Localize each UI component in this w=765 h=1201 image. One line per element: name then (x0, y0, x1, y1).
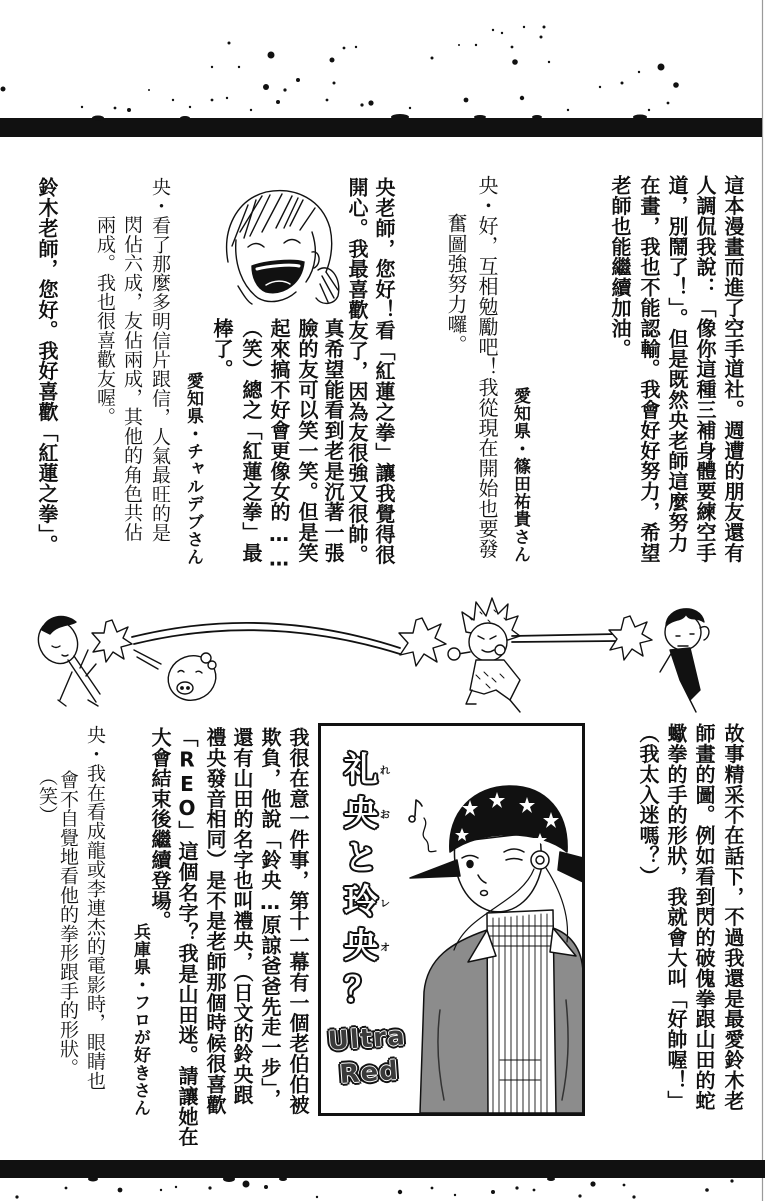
furigana: レ (380, 899, 390, 910)
letter-body-line: （我太入迷嗎？） (636, 723, 660, 887)
title-char: 礼 (344, 750, 378, 790)
letter-body-line: 人調侃我說：「像你這種三補身體要練空手 (693, 175, 717, 563)
author-reply-line: 奮圖強努力囉。 (444, 213, 468, 355)
letter-body-line: 真希望能看到老是沉著一張 (321, 318, 345, 563)
chibi-pig-head (162, 649, 222, 707)
letter-body-line: （笑）總之「紅蓮之拳」最 (239, 318, 263, 563)
letter-body-line: 「REO」這個名字？我是山田迷。請讓她在 (175, 727, 199, 1147)
letter-body-line: 在畫，我也不能認輸。我會好好努力，希望 (637, 175, 661, 563)
ultra-red-logo (318, 1019, 419, 1094)
chibi-fight-strip (31, 598, 708, 712)
bottom-ink-band (0, 1160, 765, 1182)
top-ink-band (0, 114, 762, 137)
author-reply-line: 閃佔六成，友佔兩成，其他的角色共佔 (121, 215, 143, 542)
bottom-ink-speckles (15, 1179, 733, 1198)
title-char: 央 (344, 794, 378, 834)
impact-burst-icon (399, 618, 446, 666)
title-char: 玲 (344, 882, 378, 922)
letter-body-line: 故事精采不在話下，不過我還是最愛鈴木老 (721, 723, 745, 1111)
chibi-left-character (31, 614, 100, 706)
letter-body-line: 蠍拳的手的形狀，我就會大叫「好帥喔！」 (664, 723, 688, 1111)
top-ink-speckles (1, 26, 679, 113)
furigana: れ (380, 766, 390, 777)
letter-signature: 愛知県・篠田祐貴さん (510, 387, 530, 563)
letter-body-line: 我很在意一件事，第十一幕有一個老伯伯被 (286, 727, 310, 1115)
impact-burst-icon (609, 616, 652, 660)
letter-body-line: 老師也能繼續加油。 (608, 175, 632, 359)
letter-body-line: 還有山田的名字也叫禮央，（日文的鈴央跟 (230, 727, 254, 1105)
letter-body-line: 道，別鬧了！」。但是既然央老師這麼努力 (665, 175, 689, 553)
logo-line-1: Ultra (326, 1021, 407, 1057)
letter-signature: 兵庫県・フロが好きさん (130, 923, 150, 1117)
flight-arc-lines (132, 623, 400, 654)
chibi-spiky-hair-fighter (448, 598, 520, 712)
letter-body-line: 大會結束後繼續登場。 (148, 727, 172, 931)
letter-signature: 愛知県・チャルデブさん (183, 372, 203, 566)
feature-title (338, 748, 384, 1012)
author-reply-line: 央・我在看成龍或李連杰的電影時，眼睛也 (84, 725, 106, 1090)
speed-lines (512, 634, 617, 642)
title-char: ？ (344, 970, 378, 1010)
letter-body-line: 師畫的圖。例如看到閃的破傀拳跟山田的蛇 (692, 723, 716, 1111)
author-reply-line: 會不自覺地看他的拳形跟手的形狀。 (57, 770, 79, 1078)
logo-line-2: Red (338, 1055, 400, 1090)
author-reply-line: 央・好，互相勉勵吧！我從現在開始也要發 (475, 175, 499, 559)
letter-body-line: 棒了。 (210, 318, 234, 380)
letter-body-line: 開心。我最喜歡友了，因為友很強又很帥。 (345, 177, 369, 565)
impact-burst-icon (92, 620, 132, 662)
letter-body-line: 臉的友可以笑一笑。但是笑 (295, 318, 319, 563)
letter-body-line: 禮央發音相同）是不是老師那個時候很喜歡 (203, 727, 227, 1115)
title-char: と (344, 838, 378, 878)
furigana: お (380, 810, 390, 821)
furigana: オ (380, 943, 390, 954)
author-reply-line: 央・看了那麼多明信片跟信，人氣最旺的是 (149, 177, 171, 542)
letter-body-line: 欺負，他說「鈴央…原諒爸爸先走一步」， (258, 727, 282, 1109)
author-reply-line: （笑） (36, 767, 58, 825)
letter-body-line: 鈴木老師，您好。我好喜歡「紅蓮之拳」。 (35, 177, 59, 555)
letter-body-line: 這本漫畫而進了空手道社。週遭的朋友還有 (721, 175, 745, 563)
letter-body-line: 起來搞不好會更像女的…… (267, 318, 291, 571)
chibi-dark-hair-character (660, 609, 709, 712)
author-reply-line: 兩成。我也很喜歡友喔。 (94, 215, 116, 427)
letter-body-line: 央老師，您好！看「紅蓮之拳」讓我覺得很 (372, 177, 396, 565)
title-char: 央 (344, 926, 378, 966)
laughing-girl-sketch (227, 191, 339, 304)
